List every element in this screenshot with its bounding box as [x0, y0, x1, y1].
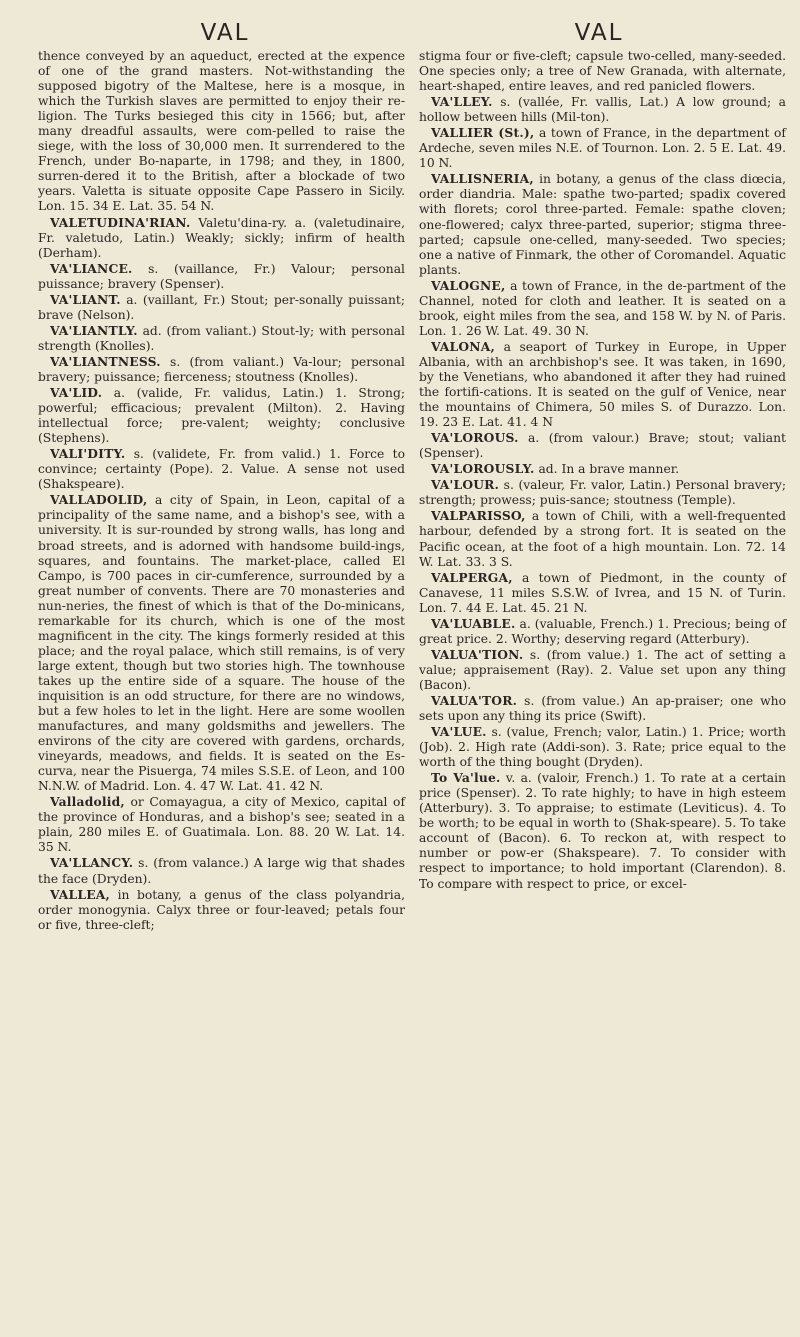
dictionary-entry — [419, 461, 786, 477]
entry-text: s. (validete, Fr. from valid.) 1. Force to convince; certainty (Pope). 2. Value. A sense not used (Shakspeare). — [38, 447, 405, 492]
entry-text: a town of Piedmont, in the county of Canavese, 11 miles S.S.W. of Ivrea, and 15 N. of Turin. Lon. 7. 44 E. Lat. 45. 21 N. — [419, 570, 786, 615]
dictionary-entry — [419, 647, 786, 693]
dictionary-entry — [419, 724, 786, 770]
entry-text: a. (valide, Fr. validus, Latin.) 1. Strong; powerful; efficacious; prevalent (Milton). 2. Having intellectual force; pre-valent; weighty; conclusive (Stephens). — [38, 386, 405, 446]
entry-headword: VALONA, — [431, 338, 495, 354]
entry-text: s. (vallée, Fr. vallis, Lat.) A low ground; a hollow between hills (Mil-ton). — [419, 95, 786, 125]
entry-headword: VALLADOLID, — [50, 492, 148, 508]
entry-text: a. (from valour.) Brave; stout; valiant (Spenser). — [419, 431, 786, 461]
running-heads — [38, 6, 786, 46]
dictionary-entry — [38, 385, 405, 446]
entry-headword: VA'LUABLE. — [431, 615, 516, 631]
entry-text: a town of France, in the department of Ardeche, seven miles N.E. of Tournon. Lon. 2. 5 E. Lat. 49. 10 N. — [419, 126, 786, 171]
dictionary-entry — [419, 125, 786, 171]
dictionary-entry — [419, 94, 786, 125]
dictionary-entry — [38, 215, 405, 261]
entry-headword: VA'LIANCE. — [50, 260, 133, 276]
running-head-right: VAL — [574, 20, 624, 46]
dictionary-entry — [419, 693, 786, 724]
dictionary-entry — [38, 887, 405, 933]
entry-text: a city of Spain, in Leon, capital of a principality of the same name, and a bishop's see, with a university. It is sur-rounded by strong walls, has long and broad streets, and is adorned with handsome build-ings, squares, and fountains. The market-place, called El Campo, is 700 paces in cir-cumference, surrounded by a great number of convents. There are 70 monasteries and nun-neries, the finest of which is that of the Do-minicans, remarkable for its church, which is one of the most magnificent in the city. The kings formerly resided at this place; and the royal palace, which still remains, is of very large extent, though but two stories high. The townhouse takes up the entire side of a square. The house of the inquisition is an odd structure, for there are no windows, but a few holes to let in the light. Here are some woollen manufactures, and many goldsmiths and jewellers. The environs of the city are covered with gardens, orchards, vineyards, meadows, and fields. It is seated on the Es-curva, near the Pisuerga, 74 miles S.S.E. of Leon, and 100 N.N.W. of Madrid. Lon. 4. 47 W. Lat. 41. 42 N. — [38, 493, 405, 794]
entry-text: ad. (from valiant.) Stout-ly; with personal strength (Knolles). — [38, 323, 405, 353]
entry-headword: VALPARISSO, — [431, 508, 526, 524]
entry-text: in botany, a genus of the class polyandria, order monogynia. Calyx three or four-leaved; petals four or five, three-cleft; — [38, 887, 405, 932]
entry-headword: VA'LIANTNESS. — [50, 353, 161, 369]
dictionary-entry — [38, 292, 405, 323]
entry-headword: VA'LIANT. — [50, 291, 121, 307]
dictionary-entry — [419, 770, 786, 891]
dictionary-entry — [38, 261, 405, 292]
entry-text: a seaport of Turkey in Europe, in Upper Albania, with an archbishop's see. It was taken, in 1690, by the Venetians, who abandoned it after they had ruined the fortifi-cations. It is seated on the gulf of Venice, near the mountains of Chimera, 50 miles S. of Durazzo. Lon. 19. 23 E. Lat. 41. 4 N — [419, 339, 786, 430]
entry-text: s. (valeur, Fr. valor, Latin.) Personal bravery; strength; prowess; puis-sance; stoutness (Temple). — [419, 478, 786, 508]
entry-headword: To Va'lue. — [431, 770, 501, 786]
dictionary-entry — [38, 49, 405, 215]
entry-headword: VA'LID. — [50, 385, 103, 401]
entry-headword: VALUA'TOR. — [431, 692, 518, 708]
left-column — [38, 49, 405, 933]
entry-text: a. (valuable, French.) 1. Precious; being of great price. 2. Worthy; deserving regard (Atterbury). — [419, 616, 786, 646]
dictionary-entry — [38, 794, 405, 855]
entry-headword: VALLEA, — [50, 886, 111, 902]
entry-text: s. (from valance.) A large wig that shades the face (Dryden). — [38, 856, 405, 886]
entry-headword: Valladolid, — [50, 794, 125, 810]
entry-headword: VALOGNE, — [431, 277, 506, 293]
dictionary-entry — [419, 570, 786, 616]
entry-headword: VALUA'TION. — [431, 646, 524, 662]
dictionary-entry — [38, 446, 405, 492]
dictionary-entry — [419, 49, 786, 94]
entry-headword: VA'LOROUSLY. — [431, 461, 535, 477]
dictionary-entry — [419, 339, 786, 430]
entry-text: in botany, a genus of the class diœcia, order diandria. Male: spathe two-parted; spadix covered with florets; corol three-parted. Female: spathe cloven; one-flowered; calyx three-parted, superior; stigma three-parted; capsule one-celled, many-seeded. Two species; one a native of Finmark, the other of Coromandel. Aquatic plants. — [419, 172, 786, 277]
entry-headword: VA'LOUR. — [431, 477, 500, 493]
entry-headword: VALETUDINA'RIAN. — [50, 214, 191, 230]
entry-text: a. (vaillant, Fr.) Stout; per-sonally puissant; brave (Nelson). — [38, 292, 405, 322]
dictionary-entry — [419, 477, 786, 508]
entry-text: a town of Chili, with a well-frequented harbour, defended by a strong fort. It is seated on the Pacific ocean, at the foot of a high mountain. Lon. 72. 14 W. Lat. 33. 3 S. — [419, 509, 786, 569]
entry-text: s. (value, French; valor, Latin.) 1. Price; worth (Job). 2. High rate (Addi-son). 3. Rate; price equal to the worth of the thing bought (Dryden). — [419, 725, 786, 770]
entry-headword: VA'LIANTLY. — [50, 322, 138, 338]
entry-text: s. (from value.) An ap-praiser; one who sets upon any thing its price (Swift). — [419, 693, 786, 724]
running-head-left: VAL — [200, 20, 250, 46]
entry-headword: VALI'DITY. — [50, 446, 126, 462]
entry-text: ad. In a brave manner. — [538, 462, 680, 477]
dictionary-entry — [419, 616, 786, 647]
right-column — [419, 49, 786, 933]
entry-headword: VALPERGA, — [431, 569, 513, 585]
text-columns — [38, 49, 786, 933]
dictionary-entry — [419, 278, 786, 339]
entry-text: v. a. (valoir, French.) 1. To rate at a certain price (Spenser). 2. To rate highly; to have in high esteem (Atterbury). 3. To appraise; to estimate (Leviticus). 4. To be worth; to be equal in worth to (Shak-speare). 5. To take account of (Bacon). 6. To reckon at, with respect to number or pow-er (Shakspeare). 7. To consider with respect to importance; to hold important (Clarendon). 8. To compare with respect to price, or excel- — [419, 771, 786, 891]
entry-headword: VALLISNERIA, — [431, 171, 534, 187]
entry-text: thence conveyed by an aqueduct, erected at the expence of one of the grand masters. Not-withstanding the supposed bigotry of the Maltese, here is a mosque, in which the Turkish slaves are permitted to enjoy their re-ligion. The Turks besieged this city in 1566; but, after many dreadful assaults, were com-pelled to raise the siege, with the loss of 30,000 men. It surrendered to the French, under Bo-naparte, in 1798; and they, in 1800, surren-dered it to the British, after a blockade of two years. Valetta is situate opposite Cape Passero in Sicily. Lon. 15. 34 E. Lat. 35. 54 N. — [38, 49, 405, 214]
entry-text: s. (vaillance, Fr.) Valour; personal puissance; bravery (Spenser). — [38, 261, 405, 291]
dictionary-entry — [38, 354, 405, 385]
dictionary-entry — [419, 430, 786, 461]
entry-text: stigma four or five-cleft; capsule two-celled, many-seeded. One species only; a tree of New Granada, with alternate, heart-shaped, entire leaves, and red panicled flowers. — [419, 49, 786, 94]
dictionary-entry — [419, 171, 786, 277]
entry-text: or Comayagua, a city of Mexico, capital of the province of Honduras, and a bishop's see; seated in a plain, 280 miles E. of Guatimala. Lon. 88. 20 W. Lat. 14. 35 N. — [38, 795, 405, 855]
entry-text: s. (from value.) 1. The act of setting a value; appraisement (Ray). 2. Value set upon any thing (Bacon). — [419, 647, 786, 692]
entry-headword: VA'LUE. — [431, 724, 487, 740]
entry-headword: VALLIER (St.), — [431, 125, 535, 141]
entry-headword: VA'LLEY. — [431, 94, 493, 110]
dictionary-entry — [419, 508, 786, 569]
dictionary-entry — [38, 492, 405, 794]
entry-text: Valetu'dina-ry. a. (valetudinaire, Fr. valetudo, Latin.) Weakly; sickly; infirm of health (Derham). — [38, 215, 405, 260]
entry-text: s. (from valiant.) Va-lour; personal bravery; puissance; fierceness; stoutness (Knolles). — [38, 354, 405, 384]
entry-headword: VA'LLANCY. — [50, 855, 134, 871]
entry-text: a town of France, in the de-partment of the Channel, noted for cloth and leather. It is seated on a brook, eight miles from the sea, and 158 W. by N. of Paris. Lon. 1. 26 W. Lat. 49. 30 N. — [419, 278, 786, 338]
entry-headword: VA'LOROUS. — [431, 430, 519, 446]
dictionary-entry — [38, 323, 405, 354]
dictionary-entry — [38, 855, 405, 886]
